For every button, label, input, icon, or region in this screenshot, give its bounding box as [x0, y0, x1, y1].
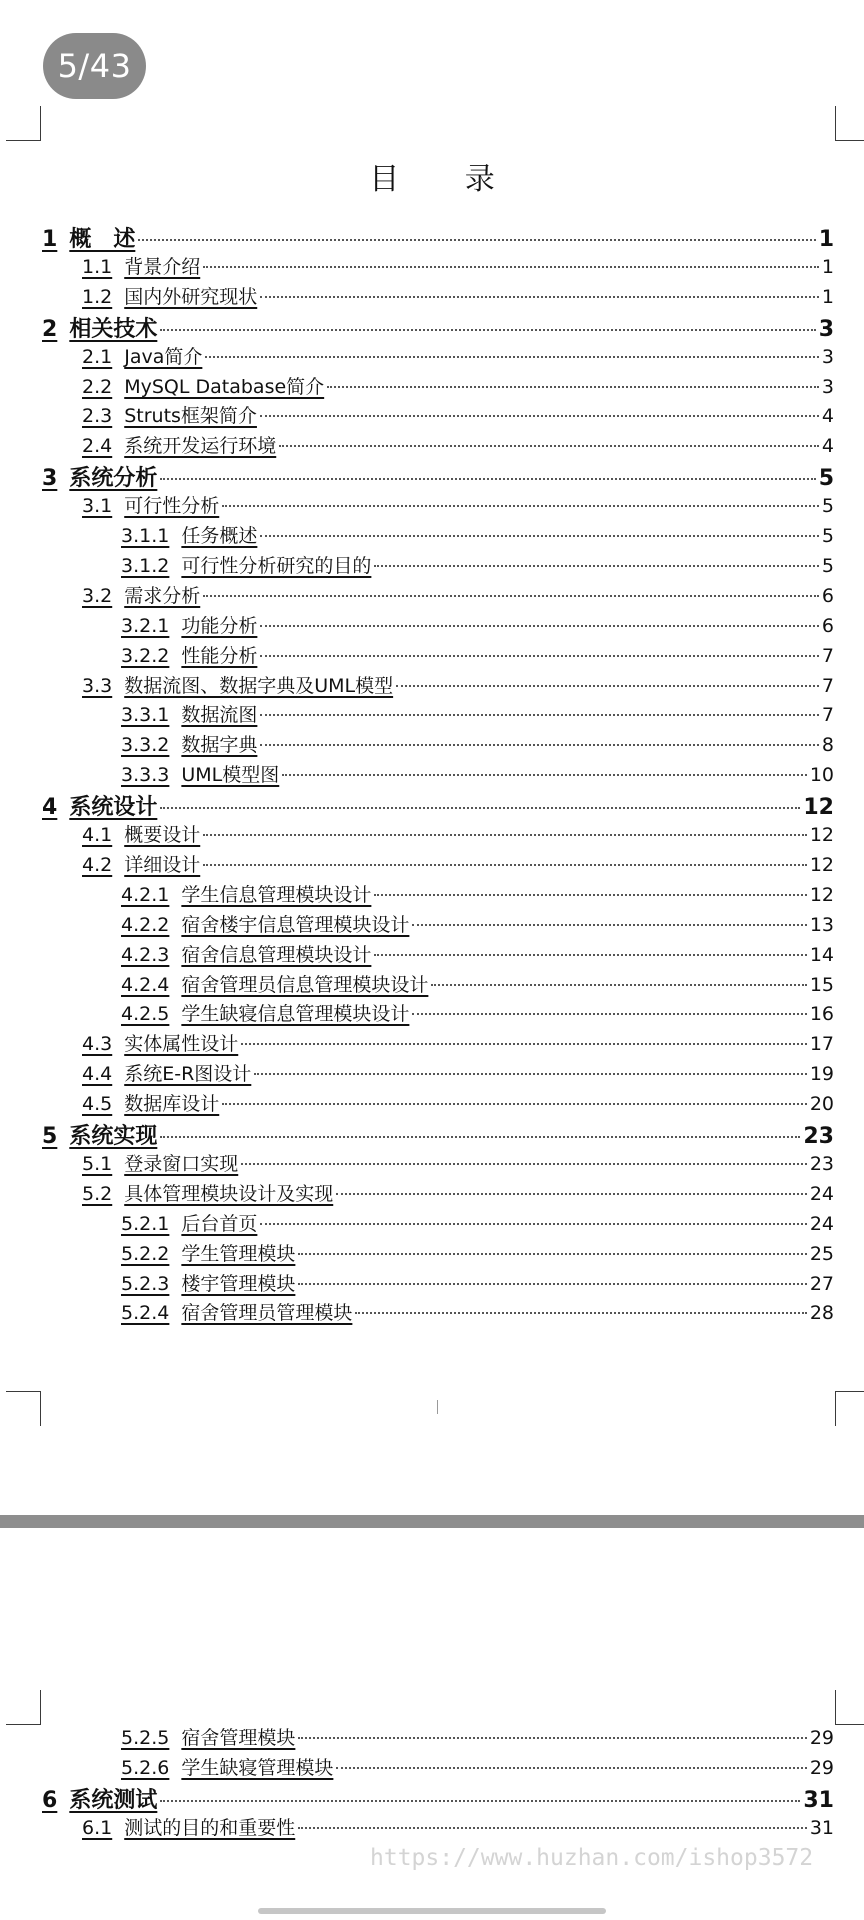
toc-dot-leader [138, 239, 815, 241]
toc-entry-title: 可行性分析 [124, 495, 220, 518]
toc-entry-title: 可行性分析研究的目的 [181, 554, 372, 577]
toc-subsection-entry[interactable] [121, 1239, 834, 1266]
toc-page-number: 1 [818, 227, 834, 252]
crop-mark-top-right [835, 1690, 864, 1725]
toc-section-entry[interactable] [82, 401, 834, 428]
toc-entry-title: 系统E-R图设计 [124, 1063, 252, 1086]
toc-section-entry[interactable] [82, 372, 834, 399]
toc-page-number: 15 [809, 973, 834, 996]
toc-dot-leader [431, 984, 806, 986]
crop-mark-top-left [6, 106, 41, 141]
toc-dot-leader [260, 625, 819, 627]
toc-chapter-entry[interactable] [42, 790, 834, 821]
toc-page-number: 5 [821, 495, 834, 518]
toc-dot-leader [160, 1136, 800, 1138]
toc-entry-number: 6.1 [82, 1816, 113, 1839]
toc-entry-number: 5.2 [82, 1182, 113, 1205]
toc-section-entry[interactable] [82, 282, 834, 309]
toc-subsection-entry[interactable] [121, 611, 834, 638]
toc-dot-leader [205, 356, 819, 358]
toc-entry-number: 5.2.3 [121, 1272, 170, 1295]
toc-entry-title: UML模型图 [181, 764, 280, 787]
toc-entry-number: 3.2 [82, 584, 113, 607]
toc-subsection-entry[interactable] [121, 641, 834, 668]
toc-dot-leader [298, 1737, 806, 1739]
toc-entry-title: 数据字典 [181, 734, 258, 757]
toc-entry-title: Struts框架简介 [124, 405, 257, 428]
toc-entry-number: 3.2.1 [121, 614, 170, 637]
toc-dot-leader [260, 1223, 806, 1225]
toc-entry-number: 2.1 [82, 345, 113, 368]
toc-entry-number: 2.4 [82, 435, 113, 458]
toc-entry-number: 3.3.3 [121, 764, 170, 787]
toc-dot-leader [374, 894, 806, 896]
toc-chapter-entry[interactable] [42, 312, 834, 343]
toc-subsection-entry[interactable] [121, 1209, 834, 1236]
toc-entry-number: 5.2.2 [121, 1242, 170, 1265]
toc-entry-number: 4 [42, 795, 58, 821]
page-center-mark [437, 1400, 438, 1414]
toc-entry-title: 宿舍楼宇信息管理模块设计 [181, 913, 410, 936]
toc-entry-title: 后台首页 [181, 1212, 258, 1235]
toc-entry-title: 概 述 [69, 227, 136, 252]
toc-subsection-entry[interactable] [121, 1723, 834, 1750]
toc-entry-number: 2.2 [82, 375, 113, 398]
toc-dot-leader [260, 415, 819, 417]
toc-entry-number: 5.2.1 [121, 1212, 170, 1235]
toc-page-number: 20 [809, 1093, 834, 1116]
toc-dot-leader [279, 445, 819, 447]
toc-dot-leader [374, 954, 806, 956]
toc-page-number: 8 [821, 734, 834, 757]
toc-dot-leader [260, 655, 819, 657]
toc-entry-number: 1 [42, 227, 58, 252]
toc-entry-title: 学生信息管理模块设计 [181, 883, 372, 906]
toc-section-entry[interactable] [82, 1089, 834, 1116]
toc-entry-number: 5.2.4 [121, 1302, 170, 1325]
toc-section-entry[interactable] [82, 1179, 834, 1206]
toc-dot-leader [282, 774, 807, 776]
toc-entry-number: 5.1 [82, 1152, 113, 1175]
toc-page-number: 1 [821, 255, 834, 278]
toc-entry-title: 系统测试 [69, 1787, 158, 1813]
toc-dot-leader [160, 329, 815, 331]
toc-page-number: 3 [818, 316, 834, 342]
toc-dot-leader [222, 1103, 807, 1105]
toc-entry-number: 4.2 [82, 853, 113, 876]
toc-entry-title: 宿舍信息管理模块设计 [181, 943, 372, 966]
toc-entry-title: 数据流图、数据字典及UML模型 [124, 674, 394, 697]
toc-entry-number: 4.2.5 [121, 1003, 170, 1026]
toc-entry-number: 3 [42, 466, 58, 492]
toc-subsection-entry[interactable] [121, 1269, 834, 1296]
toc-page-number: 27 [809, 1272, 834, 1295]
toc-entry-number: 3.3 [82, 674, 113, 697]
toc-dot-leader [374, 565, 819, 567]
toc-page-number: 5 [818, 466, 834, 492]
crop-mark-top-right [835, 106, 864, 141]
toc-page-number: 7 [821, 704, 834, 727]
toc-page-number: 29 [809, 1727, 834, 1749]
toc-entry-number: 4.5 [82, 1093, 113, 1116]
toc-subsection-entry[interactable] [121, 940, 834, 967]
toc-entry-number: 3.1 [82, 495, 113, 518]
toc-dot-leader [412, 1013, 806, 1015]
toc-section-entry[interactable] [82, 342, 834, 369]
toc-page-number: 10 [809, 764, 834, 787]
toc-entry-title: 概要设计 [124, 824, 201, 846]
toc-dot-leader [241, 1163, 807, 1165]
toc-entry-title: 宿舍管理员管理模块 [181, 1302, 353, 1325]
toc-page-number: 5 [821, 525, 834, 547]
toc-entry-number: 5.2.5 [121, 1727, 170, 1749]
toc-dot-leader [203, 595, 819, 597]
toc-entry-title: 系统实现 [69, 1124, 158, 1149]
toc-page-number: 29 [809, 1756, 834, 1779]
toc-entry-number: 2 [42, 316, 58, 342]
toc-subsection-entry[interactable] [121, 730, 834, 757]
toc-page-number: 3 [821, 345, 834, 368]
toc-page-number: 25 [809, 1242, 834, 1265]
toc-page-number: 12 [803, 795, 834, 821]
toc-entry-number: 6 [42, 1787, 58, 1813]
toc-dot-leader [260, 714, 819, 716]
toc-page-number: 28 [809, 1302, 834, 1325]
toc-section-entry[interactable] [82, 1029, 834, 1056]
toc-chapter-entry[interactable] [42, 222, 834, 253]
toc-entry-title: 国内外研究现状 [124, 285, 258, 308]
toc-subsection-entry[interactable] [121, 521, 834, 548]
toc-page-number: 7 [821, 644, 834, 667]
toc-entry-number: 5.2.6 [121, 1756, 170, 1779]
toc-dot-leader [260, 296, 819, 298]
toc-section-entry[interactable] [82, 1813, 834, 1840]
toc-entry-number: 2.3 [82, 405, 113, 428]
toc-page-number: 12 [809, 824, 834, 846]
toc-entry-number: 1.2 [82, 285, 113, 308]
toc-page-number: 3 [821, 375, 834, 398]
toc-dot-leader [254, 1073, 807, 1075]
toc-entry-title: 数据流图 [181, 704, 258, 727]
toc-entry-title: Java简介 [124, 345, 203, 368]
toc-page-number: 4 [821, 435, 834, 458]
toc-entry-title: 实体属性设计 [124, 1033, 239, 1056]
toc-page-number: 31 [803, 1787, 834, 1813]
page-indicator-badge: 5/43 [43, 33, 146, 99]
toc-entry-title: 学生管理模块 [181, 1242, 296, 1265]
toc-entry-title: 系统设计 [69, 795, 158, 821]
toc-entry-title: 测试的目的和重要性 [124, 1816, 296, 1839]
toc-dot-leader [203, 266, 819, 268]
toc-entry-number: 4.2.4 [121, 973, 170, 996]
toc-subsection-entry[interactable] [121, 700, 834, 727]
toc-subsection-entry[interactable] [121, 910, 834, 937]
toc-subsection-entry[interactable] [121, 760, 834, 787]
toc-page-number: 4 [821, 405, 834, 428]
toc-entry-title: 背景介绍 [124, 255, 201, 278]
toc-entry-number: 3.1.2 [121, 554, 170, 577]
toc-entry-title: 楼宇管理模块 [181, 1272, 296, 1295]
toc-entry-title: 学生缺寝信息管理模块设计 [181, 1003, 410, 1026]
toc-entry-title: 系统分析 [69, 466, 158, 492]
toc-entry-title: 详细设计 [124, 853, 201, 876]
toc-page-number: 23 [803, 1124, 834, 1149]
toc-subsection-entry[interactable] [121, 551, 834, 578]
toc-section-entry[interactable] [82, 1059, 834, 1086]
toc-section-entry[interactable] [82, 252, 834, 279]
watermark-url: https://www.huzhan.com/ishop3572 [370, 1845, 814, 1871]
toc-dot-leader [355, 1312, 806, 1314]
toc-entry-title: 数据库设计 [124, 1093, 220, 1116]
toc-dot-leader [396, 685, 819, 687]
toc-entry-title: 宿舍管理模块 [181, 1727, 296, 1749]
toc-entry-number: 4.3 [82, 1033, 113, 1056]
toc-entry-title: 相关技术 [69, 316, 158, 342]
toc-dot-leader [241, 1043, 807, 1045]
toc-dot-leader [298, 1253, 806, 1255]
toc-dot-leader [298, 1283, 806, 1285]
toc-dot-leader [160, 478, 815, 480]
crop-mark-top-left [6, 1690, 41, 1725]
toc-dot-leader [327, 386, 819, 388]
toc-entry-title: MySQL Database简介 [124, 375, 325, 398]
toc-page-number: 6 [821, 584, 834, 607]
toc-entry-title: 性能分析 [181, 644, 258, 667]
toc-dot-leader [260, 744, 819, 746]
toc-entry-number: 1.1 [82, 255, 113, 278]
toc-dot-leader [160, 807, 800, 809]
toc-page-number: 14 [809, 943, 834, 966]
toc-section-entry[interactable] [82, 431, 834, 458]
toc-page-number: 23 [809, 1152, 834, 1175]
toc-page-number: 31 [809, 1816, 834, 1839]
toc-page-number: 13 [809, 913, 834, 936]
toc-chapter-entry[interactable] [42, 1783, 834, 1814]
toc-title: 目 录 [369, 162, 523, 197]
toc-entry-number: 4.2.3 [121, 943, 170, 966]
toc-chapter-entry[interactable] [42, 461, 834, 492]
toc-section-entry[interactable] [82, 581, 834, 608]
toc-subsection-entry[interactable] [121, 1753, 834, 1780]
toc-page-number: 5 [821, 554, 834, 577]
toc-entry-number: 4.2.2 [121, 913, 170, 936]
toc-page-number: 17 [809, 1033, 834, 1056]
toc-entry-title: 系统开发运行环境 [124, 435, 277, 458]
toc-dot-leader [298, 1827, 807, 1829]
toc-entry-number: 4.1 [82, 824, 113, 846]
toc-section-entry[interactable] [82, 491, 834, 518]
toc-dot-leader [260, 535, 819, 537]
toc-entry-title: 学生缺寝管理模块 [181, 1756, 334, 1779]
toc-page-number: 19 [809, 1063, 834, 1086]
crop-mark-bottom-right [835, 1391, 864, 1426]
toc-page-number: 12 [809, 853, 834, 876]
toc-entry-number: 4.4 [82, 1063, 113, 1086]
toc-section-entry[interactable] [82, 850, 834, 877]
page-divider [0, 1515, 864, 1528]
toc-entry-title: 登录窗口实现 [124, 1152, 239, 1175]
toc-subsection-entry[interactable] [121, 1298, 834, 1325]
toc-dot-leader [336, 1193, 807, 1195]
toc-page-number: 16 [809, 1003, 834, 1026]
home-indicator[interactable] [258, 1908, 606, 1914]
toc-page-number: 1 [821, 285, 834, 308]
toc-entry-title: 宿舍管理员信息管理模块设计 [181, 973, 429, 996]
toc-entry-number: 3.3.1 [121, 704, 170, 727]
toc-chapter-entry[interactable] [42, 1119, 834, 1150]
toc-page-number: 24 [809, 1212, 834, 1235]
toc-subsection-entry[interactable] [121, 970, 834, 997]
toc-dot-leader [222, 505, 819, 507]
toc-entry-title: 需求分析 [124, 584, 201, 607]
crop-mark-bottom-left [6, 1391, 41, 1426]
toc-page-number: 12 [809, 883, 834, 906]
toc-dot-leader [412, 924, 806, 926]
toc-section-entry[interactable] [82, 671, 834, 698]
toc-subsection-entry[interactable] [121, 880, 834, 907]
toc-entry-title: 功能分析 [181, 614, 258, 637]
toc-section-entry[interactable] [82, 820, 834, 847]
toc-dot-leader [160, 1800, 800, 1802]
toc-entry-title: 任务概述 [181, 525, 258, 547]
toc-entry-number: 3.3.2 [121, 734, 170, 757]
toc-dot-leader [203, 834, 807, 836]
toc-entry-number: 3.2.2 [121, 644, 170, 667]
toc-entry-number: 4.2.1 [121, 883, 170, 906]
toc-page-number: 6 [821, 614, 834, 637]
toc-entry-number: 3.1.1 [121, 525, 170, 547]
toc-section-entry[interactable] [82, 1149, 834, 1176]
toc-dot-leader [336, 1767, 806, 1769]
toc-page-number: 24 [809, 1182, 834, 1205]
toc-entry-number: 5 [42, 1124, 58, 1149]
toc-subsection-entry[interactable] [121, 999, 834, 1026]
toc-page-number: 7 [821, 674, 834, 697]
toc-dot-leader [203, 864, 807, 866]
toc-entry-title: 具体管理模块设计及实现 [124, 1182, 334, 1205]
